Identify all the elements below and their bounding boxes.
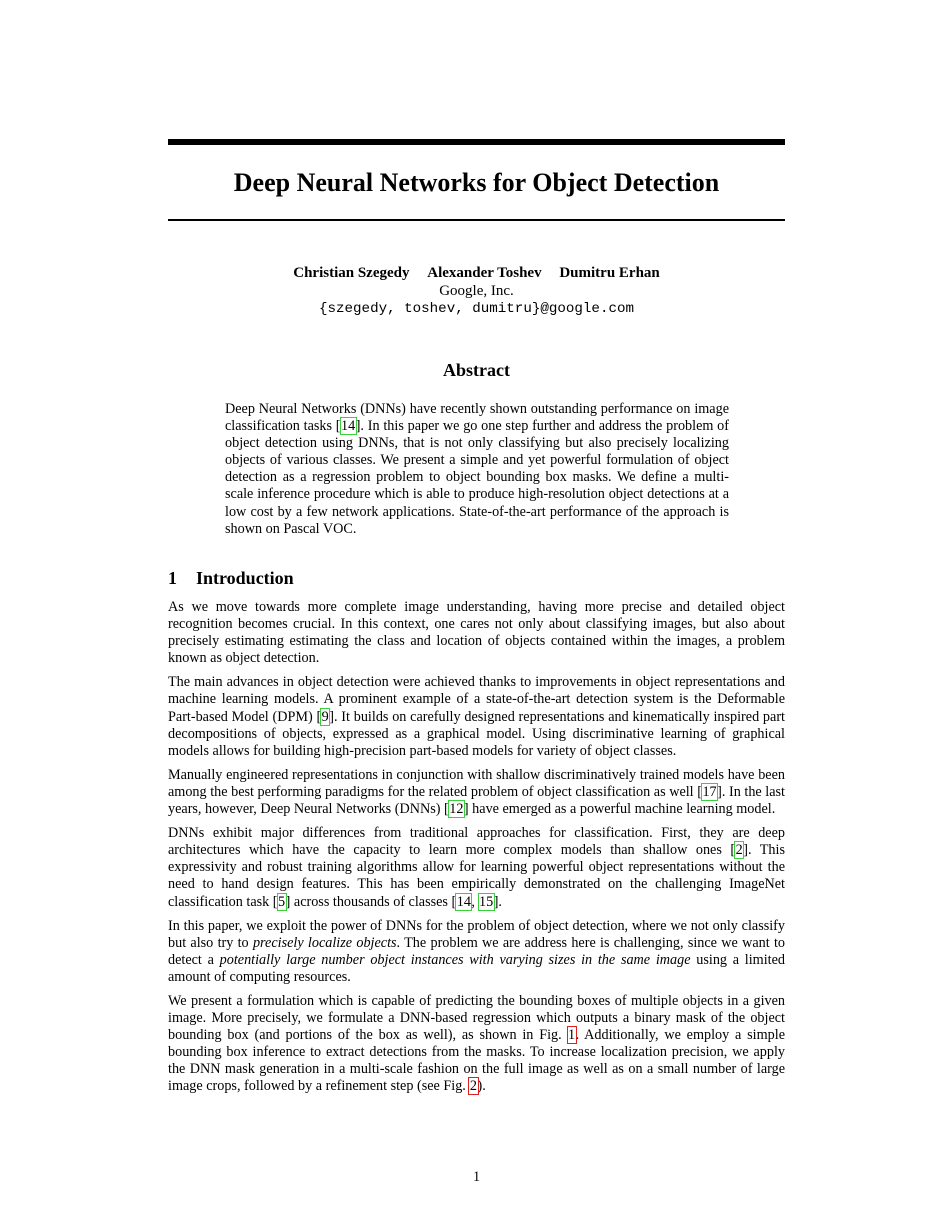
text-run: Manually engineered representations in conjunction with shallow discriminatively trained models have been among the best performing paradigms for the related problem of object classification as well [	[168, 766, 785, 800]
text-run: Deep Neural Networks (DNNs) have recently shown outstanding performance on image classification tasks [	[225, 401, 729, 435]
italic-phrase: precisely localize objects	[252, 934, 397, 951]
section-title: Introduction	[196, 568, 294, 588]
paper-title: Deep Neural Networks for Object Detection	[233, 168, 720, 197]
abstract-text	[225, 401, 729, 538]
author-name: Dumitru Erhan	[559, 265, 660, 281]
figure-link[interactable]: 2	[469, 1078, 477, 1095]
text-run: ).	[477, 1078, 486, 1095]
abstract-heading: Abstract	[443, 360, 510, 380]
paragraph	[168, 918, 785, 986]
author-name: Alexander Toshev	[427, 265, 542, 281]
text-run: In this paper, we exploit the power of DNNs for the problem of object detection, where we not only classify but also try to	[168, 917, 785, 951]
page-number: 1	[472, 1169, 481, 1185]
text-run: We present a formulation which is capable of predicting the bounding boxes of multiple objects in a given image. More precisely, we formulate a DNN-based regression which outputs a binary mask of the object bounding box (and portions of the box as well), as shown in Fig.	[168, 992, 785, 1044]
text-run: ] across thousands of classes [	[285, 893, 457, 910]
citation-link[interactable]: 15	[479, 893, 494, 910]
paragraph	[168, 993, 785, 1096]
author-names	[168, 264, 785, 282]
citation-link[interactable]: 12	[449, 801, 464, 818]
section-body	[168, 599, 785, 1103]
citation-link[interactable]: 5	[278, 893, 286, 910]
author-email: {szegedy, toshev, dumitru}@google.com	[318, 301, 634, 317]
author-name: Christian Szegedy	[293, 265, 410, 281]
paragraph	[168, 767, 785, 818]
figure-link[interactable]: 1	[568, 1027, 576, 1044]
citation-link[interactable]: 9	[321, 708, 329, 725]
citation-link[interactable]: 14	[341, 418, 356, 435]
author-affiliation: Google, Inc.	[439, 283, 514, 299]
citation-link[interactable]: 14	[456, 893, 471, 910]
text-run: The main advances in object detection were achieved thanks to improvements in object representations and machine learning models. A prominent example of a state-of-the-art detection system is the Deformable Part-based Model (DPM) [	[168, 674, 785, 725]
text-run: ]. In the last years, however, Deep Neural Networks (DNNs) [	[168, 783, 785, 818]
section-number: 1	[168, 568, 177, 588]
citation-link[interactable]: 2	[735, 842, 743, 859]
citation-link[interactable]: 17	[702, 783, 717, 800]
text-run: ]. It builds on carefully designed representations and kinematically inspired part decompositions of objects, expressed as a graphical model. Using discriminative learning of graphical models allows for building high-precision part-based models for variety of object classes.	[168, 708, 785, 759]
author-block	[168, 264, 785, 318]
text-run: ].	[493, 893, 502, 910]
title-bottom-rule	[168, 219, 785, 221]
text-run: DNNs exhibit major differences from traditional approaches for classification. First, they are deep architectures which have the capacity to learn more complex models than shallow ones [	[168, 825, 785, 859]
section-heading	[168, 568, 294, 589]
text-run: . The problem we are address here is challenging, since we want to detect a	[168, 934, 786, 968]
text-run: ] have emerged as a powerful machine learning model.	[463, 801, 776, 818]
text-run: ]. In this paper we go one step further and address the problem of object detection using DNNs, that is not only classifying but also precisely localizing objects of various classes. We present a simple and yet powerful formulation of object detection as a regression problem to object bounding box masks. We define a multi-scale inference procedure which is able to produce high-resolution object detections at a low cost by a few network applications. State-of-the-art performance of the approach is shown on Pascal VOC.	[225, 418, 730, 537]
text-run: ,	[471, 893, 479, 910]
paragraph	[168, 674, 785, 759]
text-run: . Additionally, we employ a simple bounding box inference to extract detections from the masks. To increase localization precision, we apply the DNN mask generation in a multi-scale fashion on the full image as well as on a small number of large image crops, followed by a refinement step (see Fig.	[168, 1027, 785, 1095]
text-run: using a limited amount of computing resources.	[168, 951, 785, 985]
paragraph	[168, 825, 785, 910]
text-run: ]. This expressivity and robust training algorithms allow for learning powerful object representations without the need to hand design features. This has been empirically demonstrated on the challenging ImageNet classification task [	[168, 842, 785, 910]
paragraph: As we move towards more complete image understanding, having more precise and detailed object recognition becomes crucial. In this context, one cares not only about classifying images, but also about precisely estimating estimating the class and location of objects contained within the images, a problem known as object detection.	[168, 599, 785, 667]
italic-phrase: potentially large number object instances with varying sizes in the same image	[219, 951, 691, 968]
title-top-rule	[168, 139, 785, 145]
